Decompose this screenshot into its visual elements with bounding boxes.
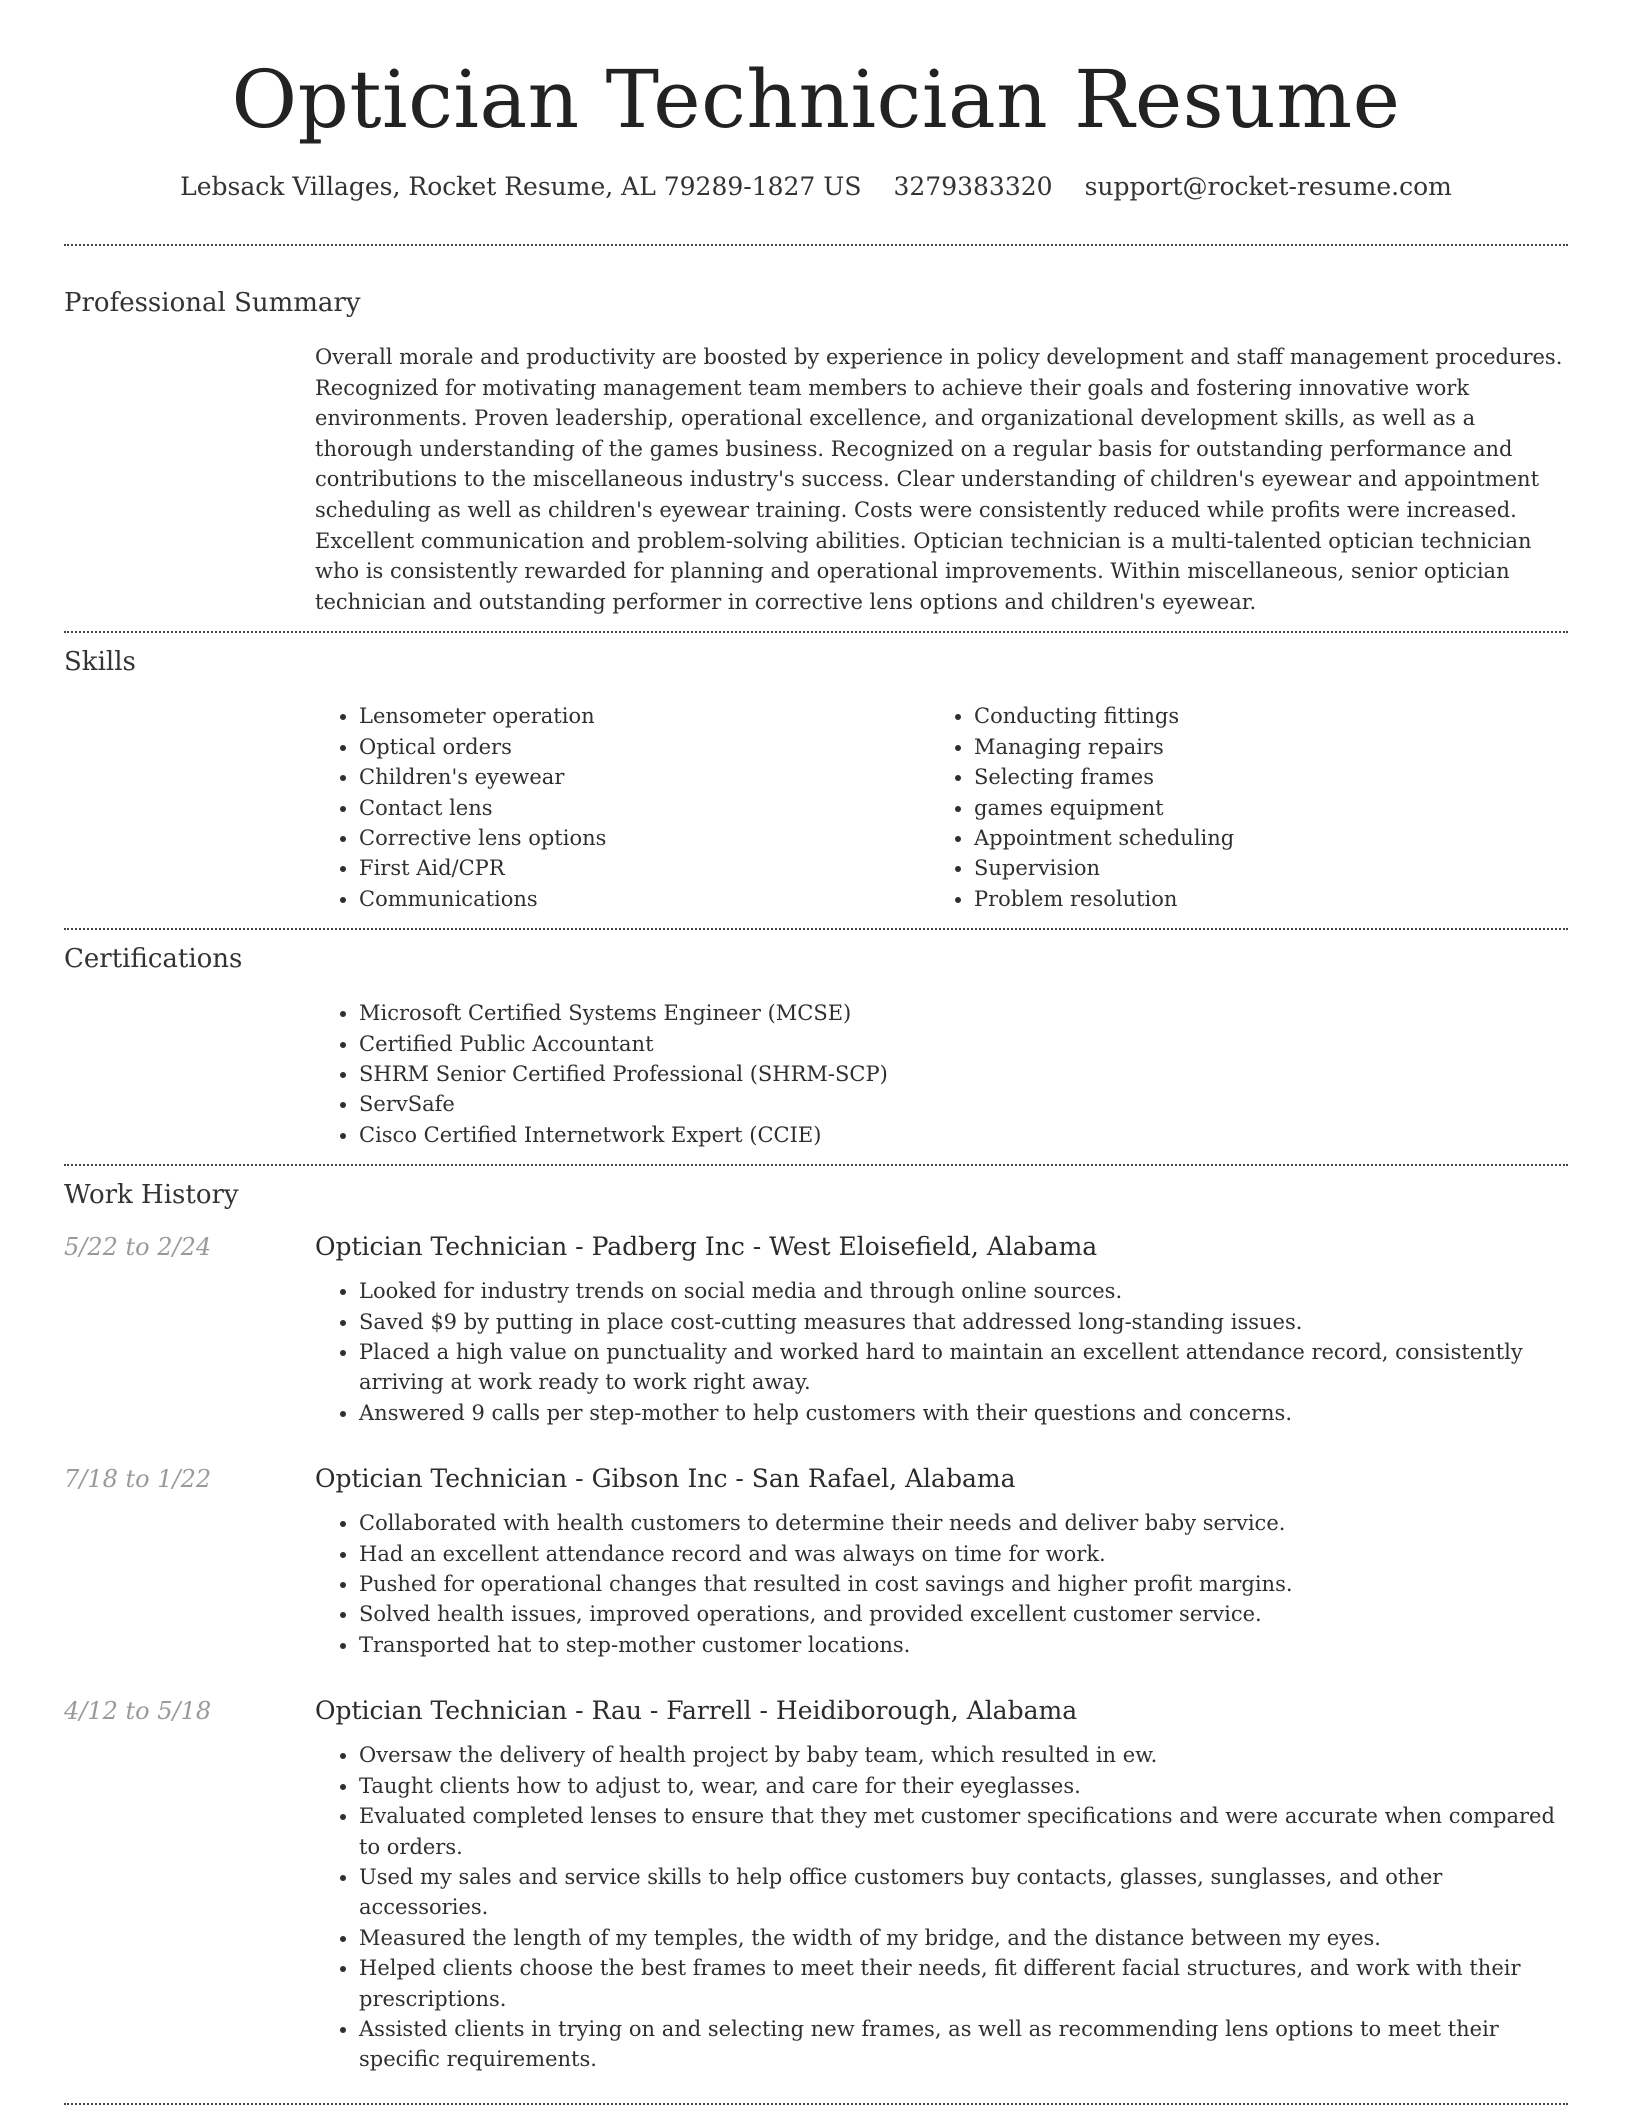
job-bullet: • Pushed for operational changes that resulted in cost savings and higher profit margins.: [359, 1569, 1568, 1599]
job-bullet: • Solved health issues, improved operations, and provided excellent customer service.: [359, 1599, 1568, 1629]
certification-item: • ServSafe: [359, 1089, 1568, 1119]
work-history-section: [64, 1166, 1568, 2089]
contact-info: [64, 170, 1568, 204]
job-bullet: • Looked for industry trends on social media and through online sources.: [359, 1276, 1568, 1306]
professional-summary-section: [64, 246, 1568, 631]
job-entry: [64, 1462, 1568, 1660]
job-title: Optician Technician - Padberg Inc - West Eloisefield, Alabama: [315, 1232, 1098, 1262]
job-bullet: • Evaluated completed lenses to ensure that they met customer specifications and were accurate when compared to orders.: [359, 1801, 1568, 1862]
skill-item: • First Aid/CPR: [359, 853, 930, 883]
section-heading-skills: Skills: [64, 647, 136, 678]
section-heading-work-history: Work History: [64, 1180, 239, 1211]
job-bullet: • Assisted clients in trying on and selecting new frames, as well as recommending lens options to meet their specific requirements.: [359, 2014, 1568, 2075]
certification-item: • Certified Public Accountant: [359, 1029, 1568, 1059]
skill-item: • Communications: [359, 884, 930, 914]
skill-item: • Children's eyewear: [359, 762, 930, 792]
job-dates: 5/22 to 2/24: [64, 1233, 212, 1262]
contact-phone: 3279383320: [893, 172, 1053, 201]
skill-item: • Corrective lens options: [359, 823, 930, 853]
skill-item: • Conducting fittings: [974, 701, 1568, 731]
job-entry: [64, 1694, 1568, 2074]
summary-text: Overall morale and productivity are boosted by experience in policy development and staff management procedures. Recognized for motivating management team members to achieve their goals and fostering innovative work environments. Proven leadership, operational excellence, and organizational development skills, as well as a thorough understanding of the games business. Recognized on a regular basis for outstanding performance and contributions to the miscellaneous industry's success. Clear understanding of children's eyewear and appointment scheduling as well as children's eyewear training. Costs were consistently reduced while profits were increased. Excellent communication and problem-solving abilities. Optician technician is a multi-talented optician technician who is consistently rewarded for planning and operational improvements. Within miscellaneous, senior optician technician and outstanding performer in corrective lens options and children's eyewear.: [315, 345, 1563, 614]
certification-item: • Microsoft Certified Systems Engineer (MCSE): [359, 998, 1568, 1028]
job-bullet: • Had an excellent attendance record and was always on time for work.: [359, 1539, 1568, 1569]
skill-item: • Optical orders: [359, 732, 930, 762]
job-bullet: • Transported hat to step-mother customer locations.: [359, 1630, 1568, 1660]
section-heading-certifications: Certifications: [64, 944, 243, 975]
certification-item: • Cisco Certified Internetwork Expert (CCIE): [359, 1120, 1568, 1150]
skill-item: • Contact lens: [359, 793, 930, 823]
job-bullet: • Taught clients how to adjust to, wear, and care for their eyeglasses.: [359, 1771, 1568, 1801]
skills-list-left: [315, 701, 930, 914]
certifications-body: [315, 998, 1568, 1150]
certifications-section: [64, 930, 1568, 1164]
job-dates: 4/12 to 5/18: [64, 1697, 212, 1726]
job-details: [315, 1462, 1568, 1660]
job-bullet: • Placed a high value on punctuality and worked hard to maintain an excellent attendance record, consistently arriving at work ready to work right away.: [359, 1337, 1568, 1398]
skills-section: [64, 633, 1568, 928]
job-bullets: [315, 1508, 1568, 1660]
job-details: [315, 1230, 1568, 1428]
contact-address: Lebsack Villages, Rocket Resume, AL 79289-1827 US: [180, 172, 862, 201]
job-bullet: • Oversaw the delivery of health project by baby team, which resulted in ew.: [359, 1740, 1568, 1770]
job-entry: [64, 1230, 1568, 1428]
skill-item: • games equipment: [974, 793, 1568, 823]
job-details: [315, 1694, 1568, 2074]
job-bullet: • Collaborated with health customers to determine their needs and deliver baby service.: [359, 1508, 1568, 1538]
section-divider: [64, 2103, 1568, 2105]
job-title: Optician Technician - Gibson Inc - San Rafael, Alabama: [315, 1464, 1016, 1494]
skill-item: • Problem resolution: [974, 884, 1568, 914]
job-bullet: • Used my sales and service skills to help office customers buy contacts, glasses, sunglasses, and other accessories.: [359, 1862, 1568, 1923]
contact-email: support@rocket-resume.com: [1084, 172, 1452, 201]
skill-item: • Managing repairs: [974, 732, 1568, 762]
certifications-list: [315, 998, 1568, 1150]
section-heading-summary: Professional Summary: [64, 288, 361, 318]
skill-item: • Supervision: [974, 853, 1568, 883]
job-bullets: [315, 1740, 1568, 2074]
job-title: Optician Technician - Rau - Farrell - Heidiborough, Alabama: [315, 1696, 1078, 1726]
resume-title: Optician Technician Resume: [231, 53, 1401, 146]
job-bullet: • Measured the length of my temples, the width of my bridge, and the distance between my eyes.: [359, 1923, 1568, 1953]
job-bullet: • Helped clients choose the best frames to meet their needs, fit different facial structures, and work with their prescriptions.: [359, 1953, 1568, 2014]
skill-item: • Lensometer operation: [359, 701, 930, 731]
skills-grid: [315, 701, 1568, 914]
summary-body: [315, 342, 1568, 617]
job-bullet: • Saved $9 by putting in place cost-cutting measures that addressed long-standing issues.: [359, 1307, 1568, 1337]
certification-item: • SHRM Senior Certified Professional (SHRM-SCP): [359, 1059, 1568, 1089]
job-dates: 7/18 to 1/22: [64, 1465, 212, 1494]
skill-item: • Selecting frames: [974, 762, 1568, 792]
skill-item: • Appointment scheduling: [974, 823, 1568, 853]
job-bullets: [315, 1276, 1568, 1428]
job-bullet: • Answered 9 calls per step-mother to help customers with their questions and concerns.: [359, 1398, 1568, 1428]
skills-list-right: [930, 701, 1568, 914]
